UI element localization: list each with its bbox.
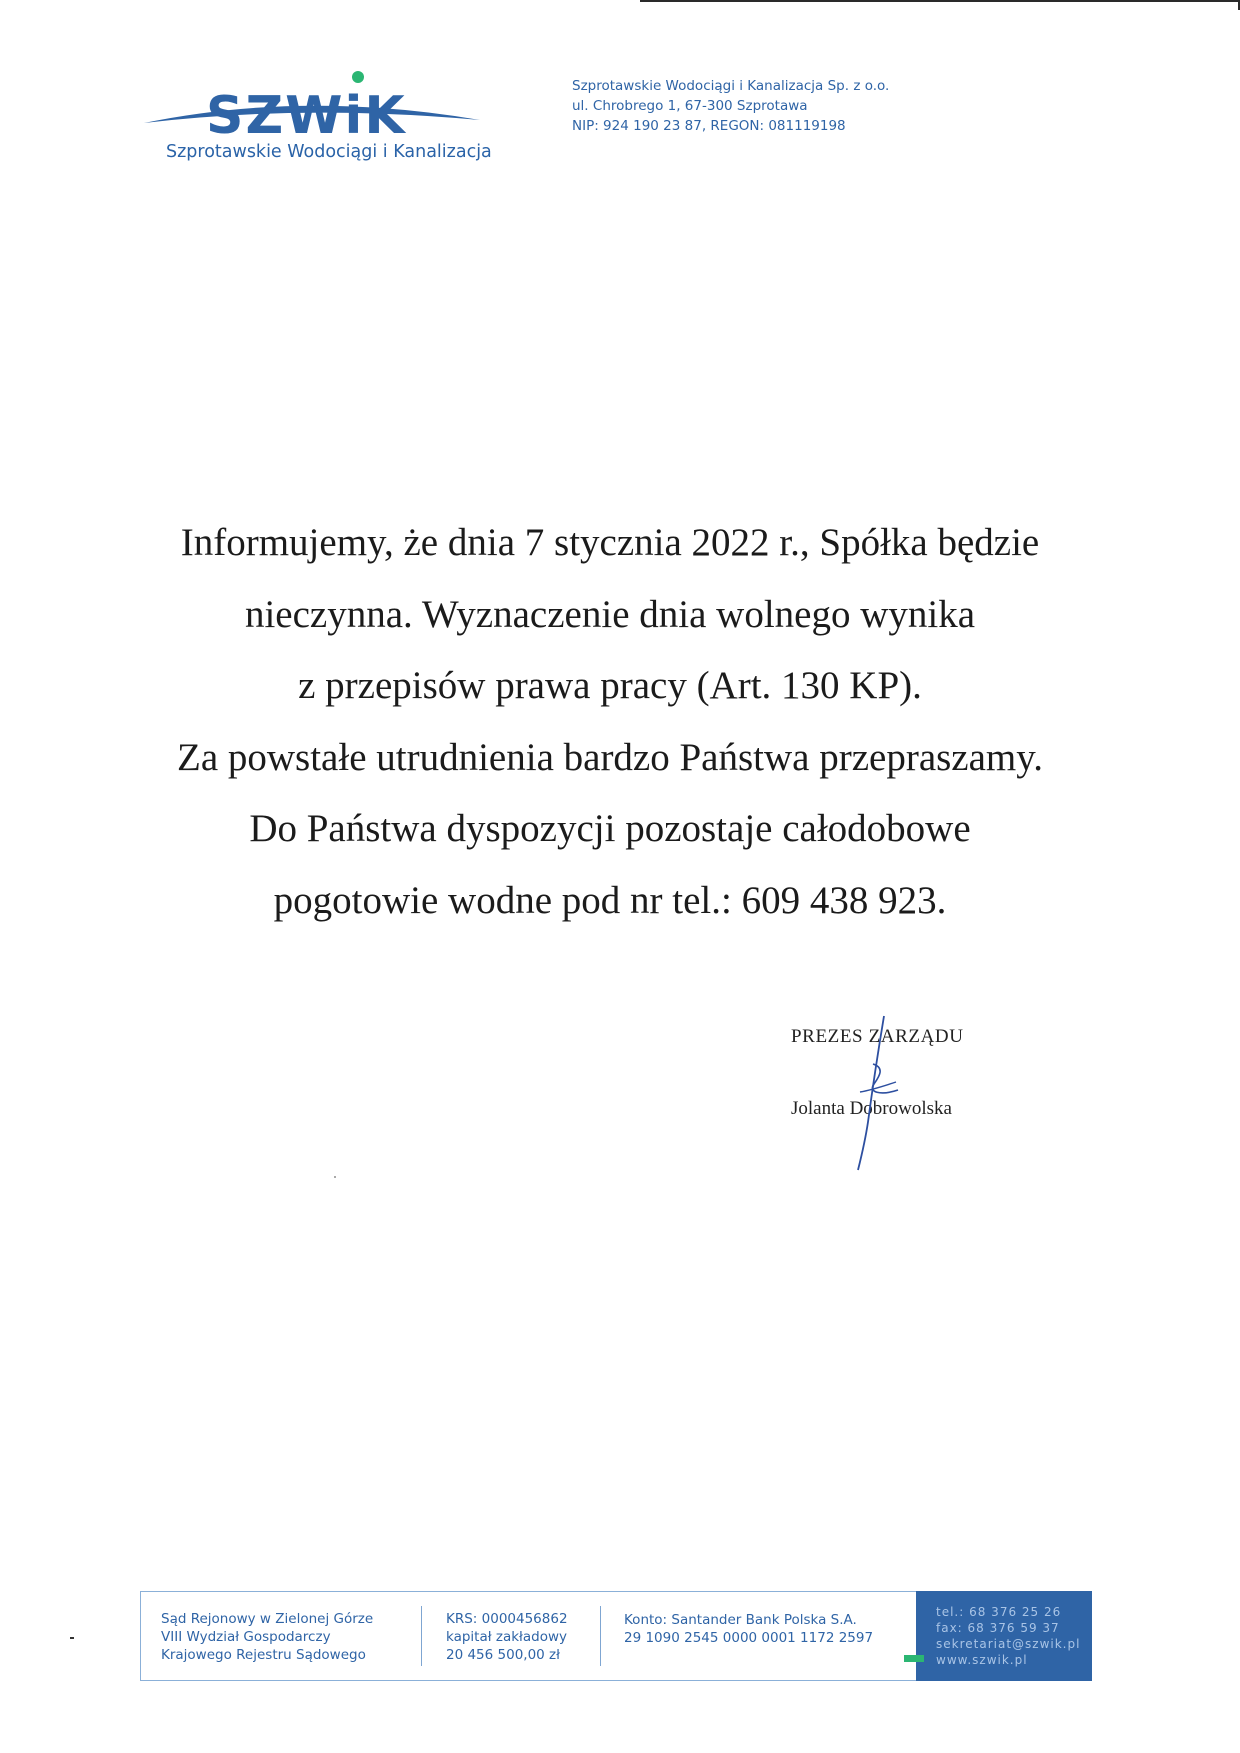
footer-krs-line: kapitał zakładowy — [446, 1629, 568, 1645]
footer-court-line: Krajowego Rejestru Sądowego — [161, 1647, 366, 1663]
footer-bank-info — [624, 1611, 873, 1647]
logo-tagline: Szprotawskie Wodociągi i Kanalizacja — [166, 142, 492, 162]
scan-speck — [334, 1176, 336, 1178]
footer-bank-line: 29 1090 2545 0000 0001 1172 2597 — [624, 1630, 874, 1646]
footer-divider — [421, 1606, 422, 1666]
logo-dot — [352, 71, 364, 83]
footer-divider — [600, 1606, 601, 1666]
footer-fax: fax: 68 376 59 37 — [936, 1621, 1060, 1635]
company-info — [572, 76, 889, 136]
notice-line: Za powstałe utrudnienia bardzo Państwa przepraszamy. — [177, 735, 1043, 779]
company-address: ul. Chrobrego 1, 67-300 Szprotawa — [572, 98, 808, 114]
footer-court-line: Sąd Rejonowy w Zielonej Górze — [161, 1611, 374, 1627]
notice-line: nieczynna. Wyznaczenie dnia wolnego wynika — [244, 592, 976, 636]
notice-text — [120, 507, 1100, 936]
footer-bank-line: Konto: Santander Bank Polska S.A. — [624, 1612, 857, 1628]
scan-speck — [70, 1637, 74, 1639]
scan-edge — [640, 0, 1240, 2]
footer-email: sekretariat@szwik.pl — [936, 1637, 1081, 1651]
signatory-name: Jolanta Dobrowolska — [791, 1098, 952, 1119]
company-tax-ids: NIP: 924 190 23 87, REGON: 081119198 — [572, 118, 846, 134]
footer-court-info — [161, 1610, 373, 1664]
notice-line: Informujemy, że dnia 7 stycznia 2022 r., Spółka będzie — [180, 521, 1040, 564]
footer-contact-panel — [916, 1591, 1092, 1681]
footer-court-line: VIII Wydział Gospodarczy — [161, 1629, 331, 1645]
company-logo — [140, 66, 500, 174]
footer-krs-line: 20 456 500,00 zł — [446, 1647, 560, 1663]
footer-krs-line: KRS: 0000456862 — [446, 1611, 568, 1627]
footer-krs-info — [446, 1610, 568, 1664]
logo-graphic — [140, 66, 500, 146]
notice-line: pogotowie wodne pod nr tel.: 609 438 923. — [273, 878, 947, 922]
signatory-title: PREZES ZARZĄDU — [791, 1026, 964, 1047]
handwritten-signature — [838, 1012, 918, 1182]
footer-bar — [140, 1591, 1092, 1681]
footer-phone: tel.: 68 376 25 26 — [936, 1605, 1062, 1619]
footer-website: www.szwik.pl — [936, 1653, 1028, 1667]
company-name: Szprotawskie Wodociągi i Kanalizacja Sp. z o.o. — [572, 78, 890, 94]
footer-accent-mark — [904, 1655, 924, 1662]
logo-wordmark: SZWiK — [206, 86, 407, 146]
notice-line: z przepisów prawa pracy (Art. 130 KP). — [298, 664, 922, 707]
notice-line: Do Państwa dyspozycji pozostaje całodobowe — [249, 807, 971, 850]
